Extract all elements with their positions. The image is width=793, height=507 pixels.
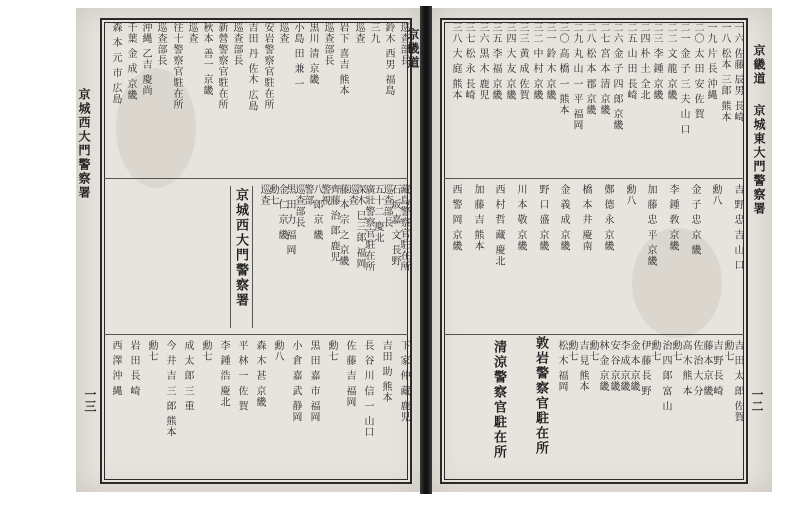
roster-column: 西 澤 沖 縄 [110, 340, 121, 397]
roster-column: 三九 [368, 22, 379, 44]
book-spine [420, 6, 432, 494]
roster-column: 鈴木 西男 福島 [383, 22, 394, 97]
roster-column: 金 仁 京 畿 [276, 184, 287, 241]
running-header-office: 京城東大門警察署 [752, 104, 766, 216]
roster-column: 下 家 仲 藏 鹿児 [398, 340, 409, 423]
roster-column: 西 警 岡 京畿 [450, 184, 461, 252]
roster-column: 巡查部長 [231, 22, 242, 66]
section-divider [104, 178, 408, 179]
roster-column: 安 谷 京畿 [608, 340, 619, 393]
roster-column: 二〇 太 田 安 佐 賀 [692, 22, 703, 120]
roster-column: 秋本 善一 京畿 [201, 22, 212, 97]
roster-column: 沖縄 乙吉 慶尚 [140, 22, 151, 97]
roster-column: 伊 藤 長 野 [639, 340, 650, 397]
roster-column: 勳七 [146, 340, 157, 362]
roster-column: 成 太 郎 三 重 [182, 340, 193, 412]
roster-column: 巡查部長 [293, 184, 304, 228]
roster-column: 佐 治 大 分 [691, 340, 702, 397]
roster-column: 勳七 [670, 340, 681, 362]
section-title-seiryo: 清涼警察官駐在所 [491, 340, 506, 460]
roster-column: 加 藤 吉 熊本 [472, 184, 483, 252]
roster-column: 西 村 哲 藏 慶北 [493, 184, 504, 267]
page-number: 一三 [83, 388, 97, 412]
roster-column: 小 倉 嘉 武 静岡 [290, 340, 301, 423]
roster-column: 治 四 郎 富 山 [660, 340, 671, 412]
office-title: 京城西大門警察署 [233, 188, 248, 308]
roster-column: 巡查部長 [155, 22, 166, 66]
roster-column: 一六 佐藤 辰男 長崎 [732, 22, 743, 123]
roster-column: 加 藤 忠 平 京畿 [645, 184, 656, 267]
roster-column: 二三 李 鍾 京畿 [651, 22, 662, 101]
roster-column: 二五 山 田 長崎 [625, 22, 636, 101]
section-divider [444, 334, 744, 335]
roster-column: 一八 松本 三郎 熊本 [719, 22, 730, 123]
roster-column: 勳七 [326, 340, 337, 362]
roster-column: 川 本 敬 京畿 [515, 184, 526, 252]
roster-column: 往十警察官駐在所 [171, 22, 182, 110]
roster-column: 巡查 [277, 22, 288, 44]
roster-column: 三二 中 村 京畿 [531, 22, 542, 101]
roster-column: 二六 金 子 四 郎 京畿 [611, 22, 622, 131]
roster-column: 二四 朴 土 全北 [638, 22, 649, 101]
roster-column: 勳八 [710, 184, 721, 206]
roster-column: 森 木 甚 京畿 [254, 340, 265, 408]
roster-column: 松 木 福岡 [556, 340, 567, 393]
roster-column: 二九 丸 山 一 平 福岡 [571, 22, 582, 131]
page-number: 一二 [750, 388, 764, 412]
roster-column: 岩 田 長 崎 [128, 340, 139, 397]
roster-column: 巡查 [346, 184, 357, 206]
roster-column: 小島 田 兼 一 [292, 22, 303, 90]
roster-column: 三四 大 友 京畿 [504, 22, 515, 101]
roster-column: 齊藤 治 郎 鹿児 [328, 184, 339, 263]
roster-column: 勳七 [200, 340, 211, 362]
roster-column: 吉 見 熊本 [577, 340, 588, 393]
roster-column: 二二 文 龍 京畿 [665, 22, 676, 101]
roster-column: 勳七 [722, 340, 733, 362]
section-title-enoki: 敦岩警察官駐在所 [533, 336, 548, 456]
roster-column: 三八 大 庭 熊本 [450, 22, 461, 101]
roster-column: 五十二 慶北 [372, 184, 383, 244]
roster-column: 三一 鈴 木 京畿 [544, 22, 555, 101]
roster-column: 巡查 [258, 184, 269, 206]
roster-column: 野 口 盛 京畿 [537, 184, 548, 252]
roster-column: 佐 藤 吉 福岡 [344, 340, 355, 408]
roster-column: 一九 片 長 沖縄 [705, 22, 716, 101]
roster-column: 巡查部長 [398, 22, 409, 66]
roster-column: 三六 黒 木 鹿児 [477, 22, 488, 101]
section-divider [104, 334, 408, 335]
roster-column: 吉 野 長 崎 [711, 340, 722, 397]
roster-column: 三三 黄 成 佐賀 [517, 22, 528, 101]
roster-column: 平 林 一 佐 賀 [236, 340, 247, 412]
roster-column: 巡查 [353, 22, 364, 44]
roster-column: 今 井 吉 三 郎 熊本 [164, 340, 175, 438]
title-rule [230, 186, 231, 328]
roster-column: 警視 [319, 184, 330, 206]
roster-column: 森 本 元 市 広島 [110, 22, 121, 105]
roster-column: 二一 金 子 三 夫 山 口 [678, 22, 689, 136]
roster-column: 巡查部長 [381, 184, 392, 228]
running-header-region: 京畿道 [752, 44, 766, 86]
roster-column: 巡查 [186, 22, 197, 44]
roster-column: 高 木 熊 本 [680, 340, 691, 397]
roster-column: 巡查部長 [322, 22, 333, 66]
roster-column: 三五 李 福 京畿 [490, 22, 501, 101]
roster-column: 勳七 [566, 340, 577, 362]
roster-column: 三七 松 永 長崎 [463, 22, 474, 101]
running-header-region: 京畿道 [406, 28, 420, 70]
roster-column: 鄭 德 永 京畿 [602, 184, 613, 252]
roster-column: 吉 田 太 郎 佐賀 [732, 340, 743, 423]
roster-column: 李 鍾 浩 慶北 [218, 340, 229, 408]
roster-column: 新營警察官駐在所 [216, 22, 227, 110]
roster-column: 廣壯警察官駐在所 [363, 184, 374, 272]
roster-column: 二七 宮 本 清 京畿 [598, 22, 609, 116]
roster-column: 橋 本 井 慶南 [580, 184, 591, 252]
running-header-office: 京城西大門警察署 [77, 88, 91, 200]
roster-column: 勳七 [587, 340, 598, 362]
roster-column: 藤 本 宗 之 京畿 [337, 184, 348, 267]
roster-column: 吉 野 忠 吉 山 口 [732, 184, 743, 271]
roster-column: 長 谷 川 信 一 山口 [362, 340, 373, 438]
roster-column: 勳八 [624, 184, 635, 206]
roster-column: 勳七 [649, 340, 660, 362]
roster-column: 黒川 清 京畿 [307, 22, 318, 86]
roster-column: 吉田 丹 佐木 広島 [246, 22, 257, 112]
roster-column: 勳八 [272, 340, 283, 362]
roster-column: 千葉 金 成 京畿 [125, 22, 136, 101]
roster-column: 金 本 京畿 [628, 340, 639, 393]
roster-column: 八 郎 京 畿 [311, 184, 322, 241]
title-rule [252, 186, 253, 328]
right-page [432, 8, 772, 492]
section-divider [444, 178, 744, 179]
roster-column: 三〇 高 橋 一 熊本 [557, 22, 568, 116]
roster-column: 岩下 喜吉 熊本 [337, 22, 348, 97]
roster-column: 李 鍾 敎 京畿 [667, 184, 678, 252]
roster-column: 藏島警察官駐在所 [398, 184, 409, 272]
roster-column: 二八 松 本 郡 京畿 [584, 22, 595, 116]
roster-column: 警部 [302, 184, 313, 206]
left-page [76, 8, 420, 492]
roster-column: 黒 田 嘉 市 福岡 [308, 340, 319, 423]
roster-column: 金 義 成 京畿 [558, 184, 569, 252]
roster-column: 勳七 [267, 184, 278, 206]
roster-column: 吉田 助 熊本 [380, 340, 391, 404]
roster-column: 金 子 忠 京 畿 [689, 184, 700, 256]
roster-column: 林 金 京畿 [597, 340, 608, 393]
roster-column: 安岩警察官駐在所 [262, 22, 273, 110]
roster-column: 李 成 京畿 [618, 340, 629, 393]
roster-column: 黒 田 力 福 岡 [284, 184, 295, 256]
roster-column: 深木 巳三郎 福岡 [354, 184, 365, 270]
roster-column: 石 坂 嘉 文 長野 [389, 184, 400, 267]
roster-column: 藤 本 京 畿 [701, 340, 712, 397]
